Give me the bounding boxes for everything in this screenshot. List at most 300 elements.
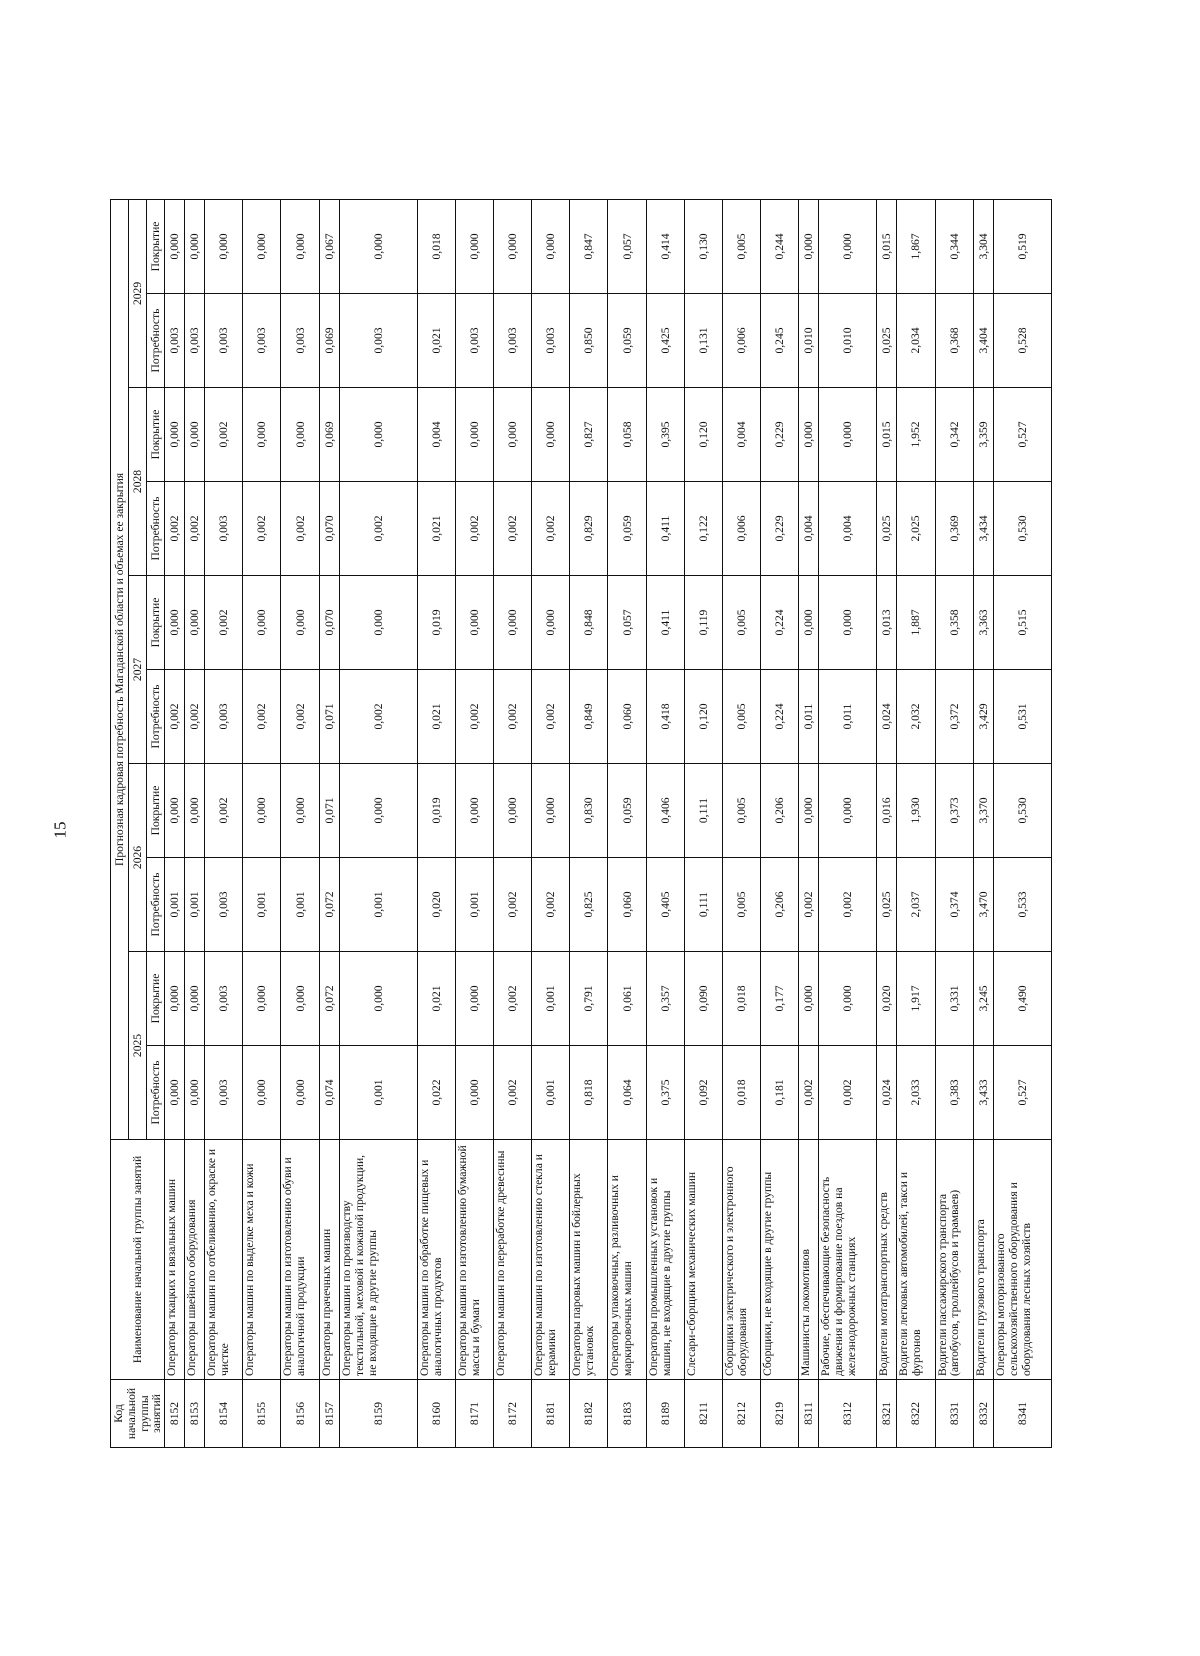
row-code: 8312 [819,1380,877,1448]
row-code: 8212 [722,1380,760,1448]
cover-value: 0,000 [185,576,205,670]
cover-value: 0,000 [456,199,494,293]
need-value: 0,131 [684,294,722,388]
need-value: 0,021 [418,294,456,388]
table-row [418,199,456,1447]
cover-value: 0,530 [993,764,1051,858]
row-code: 8154 [205,1380,243,1448]
row-name: Операторы промышленных установок и машин, не входящие в другие группы [646,1140,684,1380]
need-value: 0,002 [798,858,818,952]
need-value: 0,025 [877,294,897,388]
cover-value: 0,848 [570,576,608,670]
table-header [111,199,165,1447]
table-row [684,199,722,1447]
row-name: Водители грузового транспорта [973,1140,993,1380]
cover-value: 0,519 [993,199,1051,293]
cover-value: 0,357 [646,952,684,1046]
cover-value: 3,359 [973,388,993,482]
need-value: 0,002 [819,1046,877,1140]
cover-value: 0,000 [798,388,818,482]
need-value: 0,003 [205,670,243,764]
need-value: 3,433 [973,1046,993,1140]
need-value: 0,849 [570,670,608,764]
cover-value: 0,000 [185,952,205,1046]
cover-value: 0,000 [494,388,532,482]
need-value: 0,003 [243,294,281,388]
row-code: 8321 [877,1380,897,1448]
header-need: Потребность [147,858,165,952]
header-name: Наименование начальной группы занятий [111,1140,165,1380]
cover-value: 0,002 [205,388,243,482]
table-row [319,199,339,1447]
cover-value: 0,373 [935,764,973,858]
cover-value: 0,000 [819,388,877,482]
need-value: 0,020 [418,858,456,952]
cover-value: 0,000 [281,199,319,293]
row-code: 8219 [760,1380,798,1448]
cover-value: 0,229 [760,388,798,482]
cover-value: 0,002 [494,952,532,1046]
need-value: 0,025 [877,858,897,952]
cover-value: 0,003 [205,952,243,1046]
cover-value: 0,111 [684,764,722,858]
cover-value: 0,000 [532,764,570,858]
need-value: 0,074 [319,1046,339,1140]
cover-value: 0,005 [722,199,760,293]
row-code: 8322 [897,1380,935,1448]
need-value: 0,003 [281,294,319,388]
cover-value: 0,002 [205,576,243,670]
cover-value: 0,002 [205,764,243,858]
need-value: 0,001 [339,1046,417,1140]
row-code: 8182 [570,1380,608,1448]
need-value: 2,033 [897,1046,935,1140]
need-value: 0,002 [456,482,494,576]
need-value: 0,530 [993,482,1051,576]
cover-value: 0,000 [243,576,281,670]
row-code: 8159 [339,1380,417,1448]
cover-value: 0,004 [418,388,456,482]
need-value: 0,021 [418,670,456,764]
need-value: 0,120 [684,670,722,764]
need-value: 0,004 [819,482,877,576]
row-name: Сборщики электрического и электронного оборудования [722,1140,760,1380]
need-value: 0,006 [722,294,760,388]
cover-value: 0,395 [646,388,684,482]
table-row [897,199,935,1447]
need-value: 2,034 [897,294,935,388]
need-value: 0,005 [722,670,760,764]
cover-value: 3,304 [973,199,993,293]
row-name: Операторы машин по изготовлению бумажной массы и бумаги [456,1140,494,1380]
row-code: 8183 [608,1380,646,1448]
need-value: 0,004 [798,482,818,576]
cover-value: 0,414 [646,199,684,293]
cover-value: 0,000 [165,388,185,482]
cover-value: 0,000 [339,388,417,482]
row-code: 8160 [418,1380,456,1448]
cover-value: 0,018 [722,952,760,1046]
header-year: 2025 [129,952,147,1140]
row-code: 8157 [319,1380,339,1448]
need-value: 0,372 [935,670,973,764]
cover-value: 0,000 [281,388,319,482]
cover-value: 0,000 [819,199,877,293]
cover-value: 0,005 [722,764,760,858]
row-code: 8153 [185,1380,205,1448]
need-value: 0,022 [418,1046,456,1140]
cover-value: 0,000 [243,952,281,1046]
table-row [185,199,205,1447]
cover-value: 0,019 [418,576,456,670]
need-value: 0,003 [205,294,243,388]
cover-value: 0,000 [798,764,818,858]
cover-value: 0,090 [684,952,722,1046]
cover-value: 0,071 [319,764,339,858]
row-name: Машинисты локомотивов [798,1140,818,1380]
need-value: 0,229 [760,482,798,576]
need-value: 0,001 [532,1046,570,1140]
cover-value: 0,244 [760,199,798,293]
table-row [819,199,877,1447]
need-value: 0,375 [646,1046,684,1140]
need-value: 0,010 [798,294,818,388]
cover-value: 0,000 [185,764,205,858]
table-row [993,199,1051,1447]
cover-value: 1,867 [897,199,935,293]
need-value: 0,411 [646,482,684,576]
need-value: 0,005 [722,858,760,952]
need-value: 0,002 [494,1046,532,1140]
table-row [205,199,243,1447]
cover-value: 0,000 [339,199,417,293]
need-value: 3,470 [973,858,993,952]
need-value: 0,002 [494,858,532,952]
cover-value: 0,019 [418,764,456,858]
need-value: 0,224 [760,670,798,764]
row-name: Операторы машин по отбеливанию, окраске и чистке [205,1140,243,1380]
cover-value: 0,000 [456,388,494,482]
cover-value: 0,000 [243,764,281,858]
cover-value: 0,000 [456,764,494,858]
row-name: Водители пассажирского транспорта (автобусов, троллейбусов и трамваев) [935,1140,973,1380]
need-value: 0,002 [494,482,532,576]
table-row [456,199,494,1447]
need-value: 0,002 [243,482,281,576]
need-value: 0,003 [456,294,494,388]
need-value: 0,000 [185,1046,205,1140]
row-code: 8211 [684,1380,722,1448]
need-value: 0,818 [570,1046,608,1140]
row-code: 8156 [281,1380,319,1448]
cover-value: 0,000 [456,576,494,670]
need-value: 0,528 [993,294,1051,388]
cover-value: 0,791 [570,952,608,1046]
cover-value: 0,000 [165,764,185,858]
table-body [165,199,1052,1447]
need-value: 0,206 [760,858,798,952]
row-name: Операторы ткацких и вязальных машин [165,1140,185,1380]
cover-value: 3,245 [973,952,993,1046]
header-forecast: Прогнозная кадровая потребность Магаданской области и объемах ее закрытия [111,199,129,1139]
need-value: 0,000 [243,1046,281,1140]
row-name: Операторы машин по производству текстильной, меховой и кожаной продукции, не входящие в другие группы [339,1140,417,1380]
need-value: 0,024 [877,670,897,764]
cover-value: 0,004 [722,388,760,482]
need-value: 0,369 [935,482,973,576]
cover-value: 0,000 [243,199,281,293]
header-cover: Покрытие [147,764,165,858]
cover-value: 0,177 [760,952,798,1046]
header-year: 2029 [129,199,147,387]
cover-value: 0,000 [165,952,185,1046]
need-value: 0,122 [684,482,722,576]
row-code: 8331 [935,1380,973,1448]
row-code: 8155 [243,1380,281,1448]
need-value: 0,002 [185,670,205,764]
cover-value: 0,067 [319,199,339,293]
need-value: 0,006 [722,482,760,576]
need-value: 0,825 [570,858,608,952]
need-value: 0,001 [243,858,281,952]
cover-value: 0,000 [494,576,532,670]
need-value: 0,531 [993,670,1051,764]
cover-value: 0,206 [760,764,798,858]
need-value: 0,002 [165,670,185,764]
need-value: 0,010 [819,294,877,388]
cover-value: 0,000 [165,576,185,670]
cover-value: 0,000 [281,576,319,670]
need-value: 0,070 [319,482,339,576]
cover-value: 0,000 [185,199,205,293]
cover-value: 0,000 [339,764,417,858]
row-name: Операторы машин по обработке пищевых и аналогичных продуктов [418,1140,456,1380]
cover-value: 0,061 [608,952,646,1046]
cover-value: 0,000 [339,576,417,670]
need-value: 0,021 [418,482,456,576]
cover-value: 0,527 [993,388,1051,482]
header-cover: Покрытие [147,388,165,482]
row-name: Операторы машин по изготовлению стекла и керамики [532,1140,570,1380]
header-cover: Покрытие [147,952,165,1046]
need-value: 0,001 [339,858,417,952]
cover-value: 0,059 [608,764,646,858]
cover-value: 0,021 [418,952,456,1046]
need-value: 2,037 [897,858,935,952]
need-value: 0,000 [165,1046,185,1140]
need-value: 0,003 [532,294,570,388]
cover-value: 0,827 [570,388,608,482]
cover-value: 0,515 [993,576,1051,670]
need-value: 3,404 [973,294,993,388]
need-value: 0,002 [281,670,319,764]
header-need: Потребность [147,294,165,388]
cover-value: 0,406 [646,764,684,858]
header-need: Потребность [147,482,165,576]
cover-value: 0,224 [760,576,798,670]
row-name: Операторы машин по выделке меха и кожи [243,1140,281,1380]
cover-value: 0,058 [608,388,646,482]
cover-value: 0,020 [877,952,897,1046]
need-value: 3,429 [973,670,993,764]
cover-value: 0,830 [570,764,608,858]
row-name: Операторы машин по изготовлению обуви и аналогичной продукции [281,1140,319,1380]
need-value: 0,011 [819,670,877,764]
cover-value: 0,057 [608,199,646,293]
need-value: 0,000 [456,1046,494,1140]
need-value: 0,002 [165,482,185,576]
cover-value: 0,490 [993,952,1051,1046]
need-value: 0,181 [760,1046,798,1140]
cover-value: 0,000 [532,199,570,293]
cover-value: 0,000 [819,576,877,670]
cover-value: 0,342 [935,388,973,482]
need-value: 0,002 [456,670,494,764]
row-name: Водители легковых автомобилей, такси и фургонов [897,1140,935,1380]
table-row [494,199,532,1447]
need-value: 0,002 [532,482,570,576]
header-cover: Покрытие [147,576,165,670]
need-value: 0,002 [243,670,281,764]
need-value: 0,418 [646,670,684,764]
need-value: 0,425 [646,294,684,388]
need-value: 0,018 [722,1046,760,1140]
header-need: Потребность [147,1046,165,1140]
need-value: 0,003 [165,294,185,388]
table-row [646,199,684,1447]
cover-value: 1,917 [897,952,935,1046]
need-value: 0,069 [319,294,339,388]
cover-value: 0,411 [646,576,684,670]
cover-value: 0,070 [319,576,339,670]
cover-value: 0,000 [798,199,818,293]
cover-value: 0,000 [494,764,532,858]
need-value: 0,245 [760,294,798,388]
need-value: 0,024 [877,1046,897,1140]
need-value: 0,000 [281,1046,319,1140]
cover-value: 0,000 [165,199,185,293]
cover-value: 1,930 [897,764,935,858]
table-row [935,199,973,1447]
table-row [165,199,185,1447]
header-need: Потребность [147,670,165,764]
row-name: Операторы швейного оборудования [185,1140,205,1380]
need-value: 0,060 [608,858,646,952]
need-value: 0,002 [281,482,319,576]
need-value: 0,064 [608,1046,646,1140]
cover-value: 0,331 [935,952,973,1046]
need-value: 0,002 [819,858,877,952]
cover-value: 0,072 [319,952,339,1046]
cover-value: 0,119 [684,576,722,670]
cover-value: 0,000 [456,952,494,1046]
table-row [339,199,417,1447]
need-value: 0,405 [646,858,684,952]
row-name: Водители мотатранспортных средств [877,1140,897,1380]
cover-value: 0,015 [877,388,897,482]
need-value: 0,002 [798,1046,818,1140]
cover-value: 0,013 [877,576,897,670]
cover-value: 0,000 [185,388,205,482]
need-value: 0,072 [319,858,339,952]
table-row [281,199,319,1447]
workforce-forecast-table [110,199,1052,1448]
rotated-table-container [110,200,1052,1448]
cover-value: 0,000 [494,199,532,293]
cover-value: 0,000 [205,199,243,293]
need-value: 3,434 [973,482,993,576]
table-row [877,199,897,1447]
row-code: 8172 [494,1380,532,1448]
header-code: Код начальной группы занятий [111,1380,165,1448]
need-value: 0,368 [935,294,973,388]
need-value: 0,003 [205,482,243,576]
row-code: 8332 [973,1380,993,1448]
cover-value: 0,000 [532,576,570,670]
cover-value: 0,000 [281,764,319,858]
header-cover: Покрытие [147,199,165,293]
cover-value: 0,847 [570,199,608,293]
table-row [798,199,818,1447]
cover-value: 0,120 [684,388,722,482]
row-name: Рабочие, обеспечивающие безопасность движения и формирование поездов на железнодорожных станциях [819,1140,877,1380]
need-value: 2,032 [897,670,935,764]
row-name: Операторы упаковочных, разливочных и маркировочных машин [608,1140,646,1380]
table-row [722,199,760,1447]
row-code: 8152 [165,1380,185,1448]
need-value: 0,002 [185,482,205,576]
need-value: 0,092 [684,1046,722,1140]
row-code: 8171 [456,1380,494,1448]
row-code: 8181 [532,1380,570,1448]
table-row [243,199,281,1447]
need-value: 0,001 [456,858,494,952]
header-year: 2027 [129,576,147,764]
cover-value: 0,130 [684,199,722,293]
cover-value: 0,018 [418,199,456,293]
row-name: Операторы прачечных машин [319,1140,339,1380]
need-value: 0,059 [608,294,646,388]
cover-value: 0,015 [877,199,897,293]
page-number: 15 [50,821,70,839]
need-value: 0,001 [165,858,185,952]
need-value: 0,533 [993,858,1051,952]
row-code: 8189 [646,1380,684,1448]
table-row [760,199,798,1447]
cover-value: 0,000 [532,388,570,482]
table-row [973,199,993,1447]
need-value: 0,003 [339,294,417,388]
need-value: 0,011 [798,670,818,764]
need-value: 0,002 [532,670,570,764]
row-name: Операторы машин по переработке древесины [494,1140,532,1380]
table-row [570,199,608,1447]
need-value: 0,002 [339,482,417,576]
need-value: 0,002 [532,858,570,952]
cover-value: 0,000 [798,576,818,670]
row-code: 8341 [993,1380,1051,1448]
header-year: 2026 [129,764,147,952]
row-code: 8311 [798,1380,818,1448]
need-value: 0,374 [935,858,973,952]
need-value: 0,001 [185,858,205,952]
need-value: 0,002 [494,670,532,764]
cover-value: 0,001 [532,952,570,1046]
need-value: 0,001 [281,858,319,952]
need-value: 0,003 [494,294,532,388]
row-name: Операторы моторизованного сельскохозяйственного оборудования и оборудования лесных хозяйств [993,1140,1051,1380]
cover-value: 0,000 [819,952,877,1046]
